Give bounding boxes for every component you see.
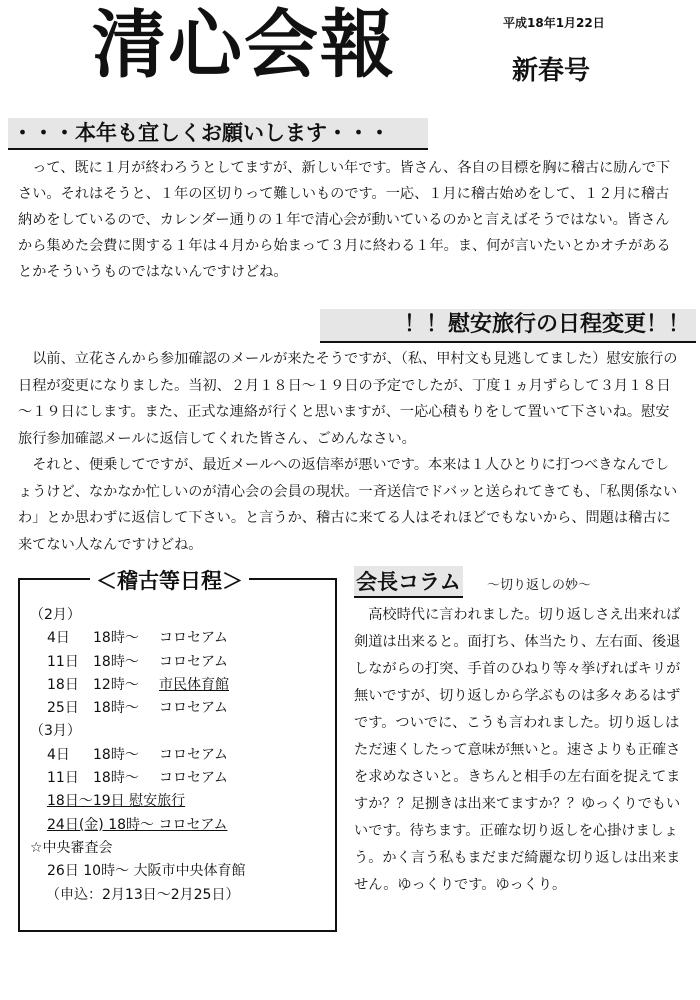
schedule-day: 18日 (47, 676, 79, 693)
schedule-place: コロセアム (159, 653, 229, 670)
mar24-schedule-line: 24日(金) 18時～ コロセアム (47, 816, 228, 833)
exam-line: 26日 10時～ 大阪市中央体育館 (47, 863, 246, 880)
month-label: （3月） (30, 723, 81, 740)
schedule-time: 18時～ (93, 700, 139, 717)
application-period: （申込：2月13日～2月25日） (46, 886, 240, 903)
trip-heading: ！！慰安旅行の日程変更！！ (320, 309, 696, 343)
newsletter-masthead: 清心会報 (92, 2, 396, 88)
column-paragraph: 高校時代に言われました。切り返しさえ出来れば剣道は出来ると。面打ち、体当たり、左右面、後退しながらの打突、手首のひねり等々挙げればキリが無いですが、切り返しから学ぶものは多々あるはずです。ついでに、こうも言われました。切り返しはただ速くしたって意味が無いと。速さよりも正確さを求めなさいと。きちんと相手の左右面を捉えてますか？？足捌きは出来てますか？？ゆっくりでもいいです。待ちます。正確な切り返しを心掛けましょう。かく言う私もまだまだ綺麗な切り返しは出来ません。ゆっくりです。ゆっくり。 (354, 607, 681, 893)
greeting-heading: ・・・本年も宜しくお願いします・・・ (8, 118, 428, 150)
schedule-time: 18時～ (93, 746, 139, 763)
schedule-day: 11日 (47, 653, 79, 670)
trip-schedule-line: 18日～19日 慰安旅行 (47, 793, 186, 810)
schedule-place: コロセアム (159, 700, 229, 717)
schedule-time: 12時～ (93, 676, 139, 693)
issue-name: 新春号 (512, 56, 591, 86)
month-label: （2月） (30, 607, 81, 623)
schedule-row (30, 674, 330, 697)
greeting-paragraph: って、既に１月が終わろうとしてますが、新しい年です。皆さん、各自の目標を胸に稽古に励んで下さい。それはそうと、１年の区切りって難しいものです。一応、１月に稽古始めをして、１２月に稽古納めをしているので、カレンダー通りの１年で清心会が動いているのかと言えばそうではない。皆さんから集めた会費に関する１年は４月から始まって３月に終わる１年。ま、何が言いたいとかオチがあるとかそういうものではないんですけどね。 (18, 160, 671, 280)
trip-paragraph: それと、便乗してですが、最近メールへの返信率が悪いです。本来は１人ひとりに打つべきなんでしょうけど、なかなか忙しいのが清心会の会員の現状。一斉送信でドバッと送られてきても、「私関係ないわ」とか思わずに返信して下さい。と言うか、稽古に来てる人はそれほどでもないから、問題は稽古に来てない人なんですけどね。 (18, 457, 678, 553)
trip-paragraph: 以前、立花さんから参加確認のメールが来たそうですが、（私、甲村文も見逃してました）慰安旅行の日程が変更になりました。当初、２月１８日～１９日の予定でしたが、丁度１ヵ月ずらして３月１８日～１９日にします。また、正式な連絡が行くと思いますが、一応心積もりをして置いて下さいね。慰安旅行参加確認メールに返信してくれた皆さん、ごめんなさい。 (18, 351, 678, 447)
trip-article (18, 346, 682, 558)
schedule-place: コロセアム (159, 630, 229, 647)
schedule-row (30, 697, 330, 720)
issue-date: 平成18年1月22日 (503, 16, 605, 30)
schedule-time: 18時～ (93, 653, 139, 670)
schedule-day: 4日 (47, 746, 70, 763)
schedule-day: 11日 (47, 770, 79, 787)
schedule-place: コロセアム (159, 746, 229, 763)
schedule-row (30, 767, 330, 790)
schedule-place: 市民体育館 (159, 676, 229, 693)
schedule-place: コロセアム (159, 770, 229, 787)
column-subtitle: ～切り返しの妙～ (487, 578, 592, 593)
schedule-day: 4日 (47, 630, 70, 647)
exam-label: ☆中央審査会 (30, 839, 113, 856)
schedule-row (30, 744, 330, 767)
schedule-row (30, 627, 330, 650)
schedule-heading: ＜稽古等日程＞ (90, 565, 249, 595)
schedule-time: 18時～ (93, 630, 139, 647)
schedule-list (30, 604, 330, 907)
schedule-row (30, 651, 330, 674)
schedule-time: 18時～ (93, 770, 139, 787)
schedule-day: 25日 (47, 700, 79, 717)
column-heading: 会長コラム (354, 566, 463, 598)
